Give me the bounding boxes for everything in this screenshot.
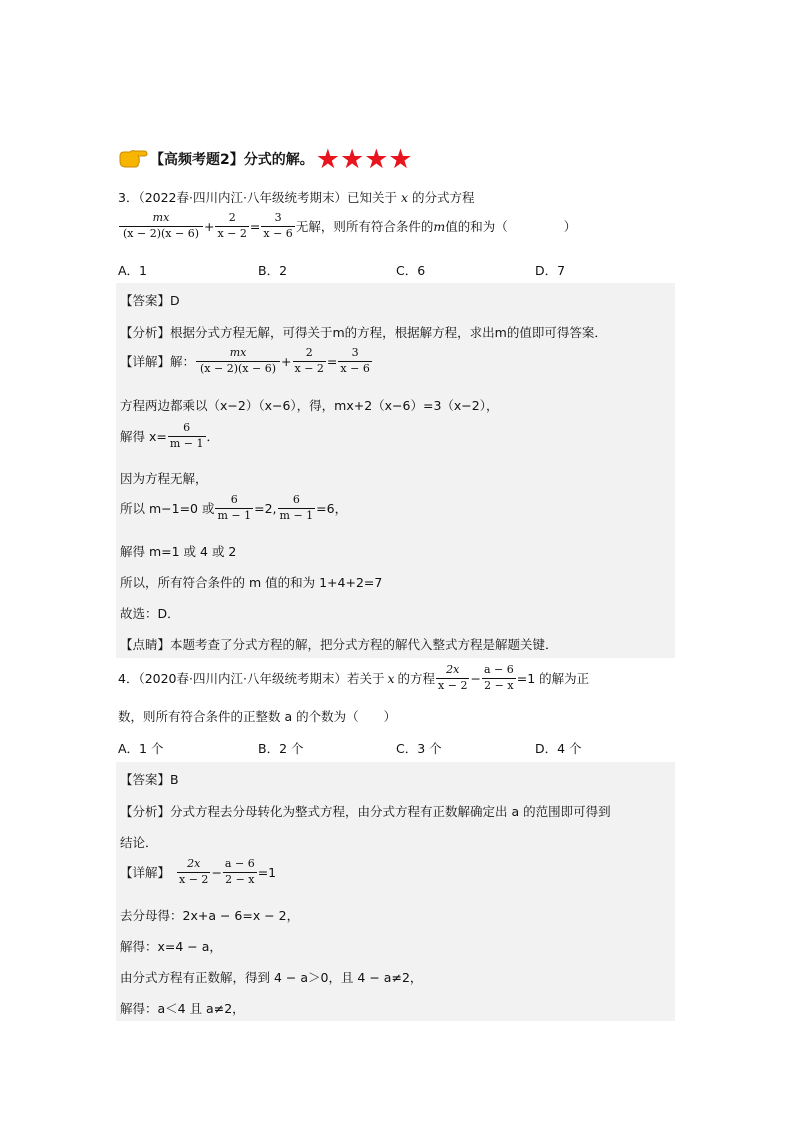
q3-detail-frac1-num: mx bbox=[229, 346, 247, 359]
q4-detail-frac2-den: 2 − x bbox=[225, 872, 255, 886]
q4-option-c[interactable]: C．3 个 bbox=[396, 741, 442, 756]
q3-step2-den: m − 1 bbox=[169, 436, 204, 450]
q4-option-b[interactable]: B．2 个 bbox=[258, 741, 304, 756]
q3-step2-post: ． bbox=[206, 429, 220, 445]
q3-step4-mid: =2, bbox=[254, 500, 277, 516]
q3-detail-frac1 bbox=[196, 347, 280, 375]
q4-frac1 bbox=[436, 664, 469, 692]
q3-after-eq: 无解，则所有符合条件的 bbox=[295, 219, 434, 235]
q3-detail-frac3-den: x − 6 bbox=[340, 361, 370, 375]
q4-frac1-den: x − 2 bbox=[438, 678, 468, 692]
q4-option-a[interactable]: A．1 个 bbox=[118, 741, 164, 756]
q4-step1: 去分母得：2x+a − 6=x − 2， bbox=[120, 908, 300, 923]
q3-step4-frac1-num: 6 bbox=[230, 493, 238, 506]
q4-analysis-line2: 结论． bbox=[120, 835, 158, 850]
q4-frac2-num: a − 6 bbox=[483, 663, 514, 676]
q3-step4-frac2 bbox=[278, 494, 316, 522]
star-icon: ★ bbox=[364, 143, 389, 175]
q4-detail-frac1-den: x − 2 bbox=[179, 872, 209, 886]
q3-frac2-num: 2 bbox=[228, 211, 236, 224]
pointing-hand-icon bbox=[118, 148, 148, 170]
q4-detail-frac1-num: 2x bbox=[187, 857, 201, 870]
q3-frac1-den: (x − 2)(x − 6) bbox=[119, 226, 203, 241]
q4-detail-line: 【详解】 $\frac{2x}{x - 2}$ − $\frac{a - 6}{2 - x}$ =1 bbox=[120, 857, 277, 886]
q3-step4 bbox=[120, 494, 347, 522]
star-icon: ★ bbox=[388, 143, 413, 175]
q3-close-paren: ） bbox=[563, 219, 577, 235]
q4-var-x: x bbox=[387, 670, 395, 686]
star-icon: ★ bbox=[315, 143, 340, 175]
q4-eq-end: =1 的解为正 bbox=[516, 671, 590, 687]
q3-step2 bbox=[120, 422, 219, 450]
star-icon: ★ bbox=[339, 143, 365, 175]
q3-step4-frac2-den: m − 1 bbox=[279, 508, 314, 522]
q4-option-d[interactable]: D．4 个 bbox=[535, 741, 582, 756]
q3-detail-frac2-den: x − 2 bbox=[294, 361, 324, 375]
q4-detail-frac1 bbox=[177, 858, 210, 886]
q3-detail-label: 【详解】解： bbox=[120, 354, 196, 370]
q4-line1-mid: 的方程 bbox=[397, 671, 436, 687]
q4-analysis-line1: 【分析】分式方程去分母转化为整式方程，由分式方程有正数解确定出 a 的范围即可得到 bbox=[120, 804, 611, 819]
q3-step3: 因为方程无解， bbox=[120, 471, 208, 486]
q3-answer: 【答案】D bbox=[120, 293, 180, 308]
q3-step4-end: =6， bbox=[316, 501, 348, 517]
q3-step4-pre: 所以 m−1=0 或 bbox=[120, 501, 215, 517]
q3-option-b[interactable]: B．2 bbox=[258, 263, 288, 278]
q3-stem-line1 bbox=[118, 188, 475, 206]
q4-detail-frac2 bbox=[223, 858, 257, 886]
q3-step2-num: 6 bbox=[183, 421, 191, 434]
q3-frac2 bbox=[215, 212, 248, 240]
q3-analysis: 【分析】根据分式方程无解，可得关于m的方程，根据解方程，求出m的值即可得答案． bbox=[120, 325, 607, 340]
q3-detail-frac2-num: 2 bbox=[305, 346, 313, 359]
q3-step5: 解得 m=1 或 4 或 2 bbox=[120, 544, 237, 559]
q3-frac3-num: 3 bbox=[274, 211, 282, 224]
q3-option-c[interactable]: C．6 bbox=[396, 263, 426, 278]
q3-line1-text: 3．（2022春·四川内江·八年级统考期末）已知关于 bbox=[118, 190, 397, 205]
q3-after-m: 值的和为（ bbox=[445, 219, 508, 235]
q3-step1: 方程两边都乘以（x−2）（x−6），得，mx+2（x−6）=3（x−2）， bbox=[120, 398, 499, 413]
section-title: 【高频考题2】分式的解。 bbox=[150, 152, 314, 168]
q4-stem-line1: 4．（2020春·四川内江·八年级统考期末）若关于 x 的方程 $\frac{2x}{x - 2}$ − $\frac{a - 6}{2 - x}$ =1 的解为正 bbox=[118, 663, 590, 692]
q4-stem-line2: 数，则所有符合条件的正整数 a 的个数为（ ） bbox=[118, 709, 397, 724]
q4-frac2-den: 2 − x bbox=[484, 678, 514, 692]
q3-step2-pre: 解得 x= bbox=[120, 429, 167, 445]
q3-step4-frac1-den: m − 1 bbox=[217, 508, 252, 522]
q4-detail-label: 【详解】 bbox=[120, 865, 171, 881]
q3-var-x: x bbox=[400, 190, 409, 205]
q3-step6: 所以，所有符合条件的 m 值的和为 1+4+2=7 bbox=[120, 575, 383, 590]
q4-line1-text: 4．（2020春·四川内江·八年级统考期末）若关于 bbox=[118, 671, 385, 687]
q3-option-a[interactable]: A．1 bbox=[118, 263, 148, 278]
q3-frac3-den: x − 6 bbox=[263, 226, 293, 240]
q3-line1-end: 的分式方程 bbox=[412, 190, 475, 205]
q3-option-d[interactable]: D．7 bbox=[535, 263, 566, 278]
q4-frac2 bbox=[482, 664, 516, 692]
q3-var-m: m bbox=[433, 218, 446, 234]
q3-step4-frac2-num: 6 bbox=[292, 493, 300, 506]
q3-step2-frac bbox=[168, 422, 206, 450]
q3-detail-frac1-den: (x − 2)(x − 6) bbox=[196, 361, 280, 376]
q3-detail-frac2 bbox=[293, 347, 326, 375]
q3-frac3 bbox=[261, 212, 294, 240]
q3-frac1-num: mx bbox=[152, 211, 170, 224]
q3-frac2-den: x − 2 bbox=[217, 226, 247, 240]
q4-step2: 解得：x=4 − a， bbox=[120, 939, 222, 954]
section-heading bbox=[118, 144, 413, 174]
q3-detail-frac3 bbox=[338, 347, 371, 375]
q4-frac1-num: 2x bbox=[446, 663, 460, 676]
q4-detail-rhs: =1 bbox=[257, 864, 277, 880]
rating-stars bbox=[315, 143, 413, 175]
q3-frac1 bbox=[119, 212, 203, 240]
q3-detail-frac3-num: 3 bbox=[351, 346, 359, 359]
q4-answer: 【答案】B bbox=[120, 772, 179, 787]
q3-step7: 故选：D． bbox=[120, 606, 180, 621]
q3-equation-line: $\frac{mx}{(x - 2)(x - 6)}$ + $\frac{2}{x - 2}$ = $\frac{3}{x - 6}$ 无解，则所有符合条件的 m 值的和为（ ） bbox=[118, 212, 576, 240]
q3-step4-frac1 bbox=[215, 494, 253, 522]
q4-detail-frac2-num: a − 6 bbox=[224, 857, 255, 870]
q4-step4: 解得：a＜4 且 a≠2， bbox=[120, 1001, 245, 1016]
q3-comment: 【点睛】本题考查了分式方程的解，把分式方程的解代入整式方程是解题关键． bbox=[120, 637, 558, 652]
q3-detail-line: 【详解】解： $\frac{mx}{(x - 2)(x - 6)}$ + $\frac{2}{x - 2}$ = $\frac{3}{x - 6}$ bbox=[120, 346, 370, 375]
q4-step3: 由分式方程有正数解，得到 4 − a＞0，且 4 − a≠2， bbox=[120, 970, 423, 985]
